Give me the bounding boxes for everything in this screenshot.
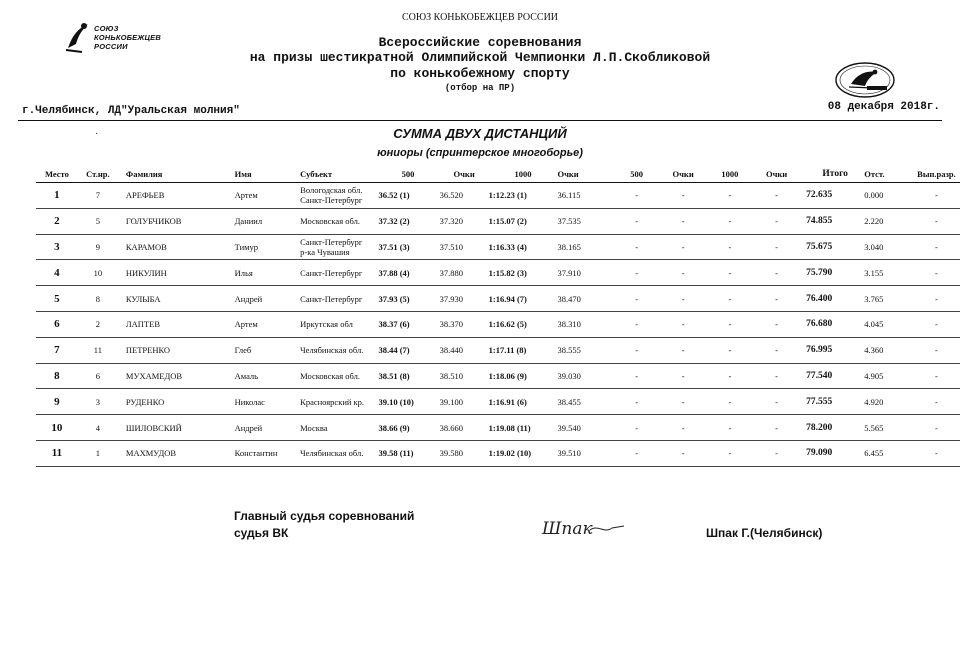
cell-start-number: 4: [78, 415, 118, 441]
cell-rank-awarded: -: [913, 389, 960, 415]
cell-500m-points: 39.100: [438, 389, 489, 415]
cell-subject: [298, 260, 378, 286]
cell-1000m-points: 39.540: [557, 415, 613, 441]
cell-rank-awarded: -: [913, 311, 960, 337]
cell-subject-line-2: Санкт-Петербург: [300, 195, 363, 206]
cell-500m-second: -: [614, 363, 660, 389]
col-lag: Отст.: [864, 166, 913, 183]
judge-category-label: судья ВК: [234, 526, 289, 540]
cell-500m-time: 38.66 (9): [378, 415, 437, 441]
cell-place: 1: [36, 183, 78, 209]
cell-subject: [298, 415, 378, 441]
cell-name: Николас: [227, 389, 299, 415]
cell-500m-second: -: [614, 440, 660, 466]
cell-1000m-points: 38.555: [557, 337, 613, 363]
cell-subject: [298, 440, 378, 466]
cell-total: 77.540: [800, 363, 864, 389]
cell-surname: АРЕФЬЕВ: [118, 183, 227, 209]
cell-rank-awarded: -: [913, 234, 960, 260]
cell-1000m-second: -: [707, 183, 754, 209]
cell-500m-time: 37.93 (5): [378, 286, 437, 312]
cell-points-4: -: [753, 286, 800, 312]
cell-1000m-time: 1:12.23 (1): [489, 183, 558, 209]
cell-surname: ЛАПТЕВ: [118, 311, 227, 337]
cell-place: 11: [36, 440, 78, 466]
cell-subject: [298, 363, 378, 389]
cell-500m-second: -: [614, 311, 660, 337]
table-row: [36, 183, 960, 209]
table-row: [36, 234, 960, 260]
chief-judge-label: Главный судья соревнований: [234, 509, 415, 523]
table-row: [36, 363, 960, 389]
cell-1000m-second: -: [707, 389, 754, 415]
cell-rank-awarded: -: [913, 183, 960, 209]
cell-name: Артем: [227, 183, 299, 209]
results-table: [36, 166, 960, 467]
cell-rank-awarded: -: [913, 337, 960, 363]
cell-500m-second: -: [614, 208, 660, 234]
cell-1000m-points: 38.455: [557, 389, 613, 415]
cell-1000m-second: -: [707, 311, 754, 337]
cell-place: 10: [36, 415, 78, 441]
cell-1000m-points: 38.165: [557, 234, 613, 260]
cell-lag: 4.045: [864, 311, 913, 337]
cell-points-4: -: [753, 260, 800, 286]
cell-place: 5: [36, 286, 78, 312]
cell-lag: 4.360: [864, 337, 913, 363]
cell-start-number: 3: [78, 389, 118, 415]
table-row: [36, 208, 960, 234]
cell-total: 75.790: [800, 260, 864, 286]
cell-name: Илья: [227, 260, 299, 286]
cell-place: 6: [36, 311, 78, 337]
venue: г.Челябинск, ЛД"Уральская молния": [22, 105, 240, 117]
cell-surname: КУЛЫБА: [118, 286, 227, 312]
cell-total: 78.200: [800, 415, 864, 441]
cell-surname: ШИЛОВСКИЙ: [118, 415, 227, 441]
cell-1000m-time: 1:19.02 (10): [489, 440, 558, 466]
cell-lag: 5.565: [864, 415, 913, 441]
col-start-number: Ст.нр.: [78, 166, 118, 183]
cell-surname: ПЕТРЕНКО: [118, 337, 227, 363]
cell-surname: МАХМУДОВ: [118, 440, 227, 466]
cell-surname: РУДЕНКО: [118, 389, 227, 415]
cell-subject: [298, 389, 378, 415]
cell-lag: 6.455: [864, 440, 913, 466]
col-1000m-second: 1000: [707, 166, 754, 183]
cell-1000m-second: -: [707, 286, 754, 312]
cell-subject-line-1: Санкт-Петербург: [300, 236, 363, 247]
cell-1000m-time: 1:17.11 (8): [489, 337, 558, 363]
cell-rank-awarded: -: [913, 440, 960, 466]
cell-500m-time: 39.58 (11): [378, 440, 437, 466]
cell-surname: ГОЛУБЧИКОВ: [118, 208, 227, 234]
cell-points-3: -: [660, 363, 707, 389]
cell-1000m-second: -: [707, 260, 754, 286]
cell-subject-line-1: Иркутская обл: [300, 319, 353, 330]
cell-1000m-time: 1:16.62 (5): [489, 311, 558, 337]
cell-500m-time: 39.10 (10): [378, 389, 437, 415]
cell-1000m-second: -: [707, 363, 754, 389]
cell-place: 3: [36, 234, 78, 260]
col-1000m-first: 1000: [489, 166, 558, 183]
cell-points-4: -: [753, 208, 800, 234]
cell-1000m-time: 1:19.08 (11): [489, 415, 558, 441]
skoblikova-prize-emblem-icon: [833, 60, 897, 100]
cell-lag: 3.040: [864, 234, 913, 260]
table-row: [36, 440, 960, 466]
cell-500m-points: 38.370: [438, 311, 489, 337]
col-place: Место: [36, 166, 78, 183]
judge-signature: [538, 510, 626, 546]
cell-500m-time: 37.32 (2): [378, 208, 437, 234]
cell-start-number: 5: [78, 208, 118, 234]
cell-1000m-time: 1:16.91 (6): [489, 389, 558, 415]
cell-points-4: -: [753, 389, 800, 415]
cell-points-4: -: [753, 415, 800, 441]
table-header-row: [36, 166, 960, 183]
cell-total: 76.680: [800, 311, 864, 337]
cell-500m-second: -: [614, 234, 660, 260]
cell-subject-line-2: р-ка Чувашия: [300, 246, 350, 257]
signature-text: Шпак: [542, 519, 593, 539]
logo-line-1: СОЮЗ: [94, 24, 119, 33]
cell-points-4: -: [753, 311, 800, 337]
cell-1000m-points: 39.030: [557, 363, 613, 389]
cell-total: 72.635: [800, 183, 864, 209]
chief-judge-name: Шпак Г.(Челябинск): [706, 526, 823, 540]
table-row: [36, 389, 960, 415]
cell-1000m-points: 37.535: [557, 208, 613, 234]
cell-subject-line-1: Московская обл.: [300, 216, 360, 227]
org-name: СОЮЗ КОНЬКОБЕЖЦЕВ РОССИИ: [401, 12, 559, 23]
cell-subject-line-1: Московская обл.: [300, 370, 360, 381]
cell-name: Даниил: [227, 208, 299, 234]
cell-1000m-second: -: [707, 208, 754, 234]
cell-total: 77.555: [800, 389, 864, 415]
cell-points-3: -: [660, 234, 707, 260]
cell-points-3: -: [660, 260, 707, 286]
cell-surname: МУХАМЕДОВ: [118, 363, 227, 389]
cell-1000m-time: 1:16.94 (7): [489, 286, 558, 312]
cell-points-3: -: [660, 183, 707, 209]
cell-start-number: 9: [78, 234, 118, 260]
cell-lag: 3.155: [864, 260, 913, 286]
cell-500m-time: 38.37 (6): [378, 311, 437, 337]
logo-line-2: КОНЬКОБЕЖЦЕВ: [94, 33, 161, 42]
cell-lag: 4.905: [864, 363, 913, 389]
cell-1000m-time: 1:15.07 (2): [489, 208, 558, 234]
cell-500m-points: 38.440: [438, 337, 489, 363]
cell-surname: НИКУЛИН: [118, 260, 227, 286]
col-subject: Субъект: [298, 166, 378, 183]
cell-points-3: -: [660, 415, 707, 441]
cell-place: 9: [36, 389, 78, 415]
cell-lag: 0.000: [864, 183, 913, 209]
cell-rank-awarded: -: [913, 363, 960, 389]
cell-1000m-points: 38.310: [557, 311, 613, 337]
results-title: СУММА ДВУХ ДИСТАНЦИЙ: [393, 126, 567, 141]
cell-1000m-second: -: [707, 234, 754, 260]
cell-500m-second: -: [614, 415, 660, 441]
cell-name: Андрей: [227, 415, 299, 441]
cell-points-3: -: [660, 286, 707, 312]
marker: ·: [95, 128, 99, 139]
cell-500m-second: -: [614, 389, 660, 415]
cell-subject-line-1: Красноярский кр.: [300, 396, 365, 407]
cell-start-number: 10: [78, 260, 118, 286]
cell-500m-time: 37.51 (3): [378, 234, 437, 260]
cell-name: Тимур: [227, 234, 299, 260]
cell-total: 76.400: [800, 286, 864, 312]
table-row: [36, 415, 960, 441]
cell-points-3: -: [660, 389, 707, 415]
table-row: [36, 311, 960, 337]
cell-points-4: -: [753, 363, 800, 389]
col-points-1: Очки: [438, 166, 489, 183]
header-line-2: на призы шестикратной Олимпийской Чемпионки Л.П.Скобликовой: [249, 50, 711, 65]
cell-start-number: 11: [78, 337, 118, 363]
results-subtitle: юниоры (спринтерское многоборье): [377, 147, 583, 159]
cell-subject: [298, 234, 378, 260]
cell-lag: 2.220: [864, 208, 913, 234]
col-surname: Фамилия: [118, 166, 227, 183]
cell-start-number: 8: [78, 286, 118, 312]
cell-lag: 3.765: [864, 286, 913, 312]
cell-total: 79.090: [800, 440, 864, 466]
cell-name: Амаль: [227, 363, 299, 389]
cell-1000m-points: 38.470: [557, 286, 613, 312]
cell-start-number: 7: [78, 183, 118, 209]
col-500m-second: 500: [614, 166, 660, 183]
col-total: Итого: [800, 166, 864, 183]
cell-500m-time: 36.52 (1): [378, 183, 437, 209]
cell-500m-second: -: [614, 260, 660, 286]
cell-rank-awarded: -: [913, 260, 960, 286]
col-points-3: Очки: [660, 166, 707, 183]
col-name: Имя: [227, 166, 299, 183]
cell-500m-points: 39.580: [438, 440, 489, 466]
cell-total: 74.855: [800, 208, 864, 234]
cell-1000m-points: 36.115: [557, 183, 613, 209]
cell-points-4: -: [753, 440, 800, 466]
cell-subject-line-1: Вологодская обл.: [300, 185, 363, 196]
cell-points-3: -: [660, 208, 707, 234]
cell-subject-line-1: Москва: [300, 422, 328, 433]
cell-500m-second: -: [614, 183, 660, 209]
cell-subject: [298, 337, 378, 363]
cell-500m-points: 36.520: [438, 183, 489, 209]
table-row: [36, 286, 960, 312]
cell-points-3: -: [660, 311, 707, 337]
table-row: [36, 337, 960, 363]
cell-500m-points: 37.930: [438, 286, 489, 312]
cell-name: Глеб: [227, 337, 299, 363]
cell-start-number: 6: [78, 363, 118, 389]
cell-1000m-points: 39.510: [557, 440, 613, 466]
cell-500m-second: -: [614, 337, 660, 363]
cell-start-number: 2: [78, 311, 118, 337]
cell-subject-line-1: Челябинская обл.: [300, 345, 364, 356]
cell-start-number: 1: [78, 440, 118, 466]
table-row: [36, 260, 960, 286]
cell-name: Андрей: [227, 286, 299, 312]
col-500m-first: 500: [378, 166, 437, 183]
cell-500m-points: 37.510: [438, 234, 489, 260]
cell-500m-points: 37.320: [438, 208, 489, 234]
cell-surname: КАРАМОВ: [118, 234, 227, 260]
cell-1000m-points: 37.910: [557, 260, 613, 286]
col-points-2: Очки: [557, 166, 613, 183]
header-line-3: по конькобежному спорту: [390, 66, 570, 81]
cell-place: 8: [36, 363, 78, 389]
cell-500m-points: 38.510: [438, 363, 489, 389]
cell-rank-awarded: -: [913, 415, 960, 441]
cell-points-4: -: [753, 337, 800, 363]
cell-lag: 4.920: [864, 389, 913, 415]
cell-place: 2: [36, 208, 78, 234]
cell-500m-time: 38.44 (7): [378, 337, 437, 363]
cell-name: Константин: [227, 440, 299, 466]
cell-subject-line-1: Челябинская обл.: [300, 448, 364, 459]
col-points-4: Очки: [753, 166, 800, 183]
cell-subject-line-1: Санкт-Петербург: [300, 293, 363, 304]
cell-1000m-second: -: [707, 440, 754, 466]
header-line-4: (отбор на ПР): [444, 83, 516, 93]
cell-total: 75.675: [800, 234, 864, 260]
cell-points-3: -: [660, 337, 707, 363]
cell-1000m-time: 1:18.06 (9): [489, 363, 558, 389]
cell-points-4: -: [753, 234, 800, 260]
cell-500m-points: 38.660: [438, 415, 489, 441]
cell-1000m-time: 1:15.82 (3): [489, 260, 558, 286]
cell-total: 76.995: [800, 337, 864, 363]
cell-1000m-second: -: [707, 337, 754, 363]
cell-500m-second: -: [614, 286, 660, 312]
cell-place: 4: [36, 260, 78, 286]
cell-1000m-second: -: [707, 415, 754, 441]
cell-rank-awarded: -: [913, 286, 960, 312]
event-date: 08 декабря 2018г.: [827, 101, 940, 113]
cell-rank-awarded: -: [913, 208, 960, 234]
cell-500m-points: 37.880: [438, 260, 489, 286]
cell-subject: [298, 286, 378, 312]
cell-subject: [298, 311, 378, 337]
cell-points-3: -: [660, 440, 707, 466]
cell-points-4: -: [753, 183, 800, 209]
cell-500m-time: 38.51 (8): [378, 363, 437, 389]
logo-line-3: РОССИИ: [94, 42, 128, 51]
cell-subject-line-1: Санкт-Петербург: [300, 267, 363, 278]
cell-place: 7: [36, 337, 78, 363]
cell-subject: [298, 208, 378, 234]
header-divider: [18, 120, 942, 121]
cell-subject: [298, 183, 378, 209]
header-line-1: Всероссийские соревнования: [378, 35, 582, 50]
cell-500m-time: 37.88 (4): [378, 260, 437, 286]
cell-1000m-time: 1:16.33 (4): [489, 234, 558, 260]
col-rank-awarded: Вып.разр.: [913, 166, 960, 183]
cell-name: Артем: [227, 311, 299, 337]
